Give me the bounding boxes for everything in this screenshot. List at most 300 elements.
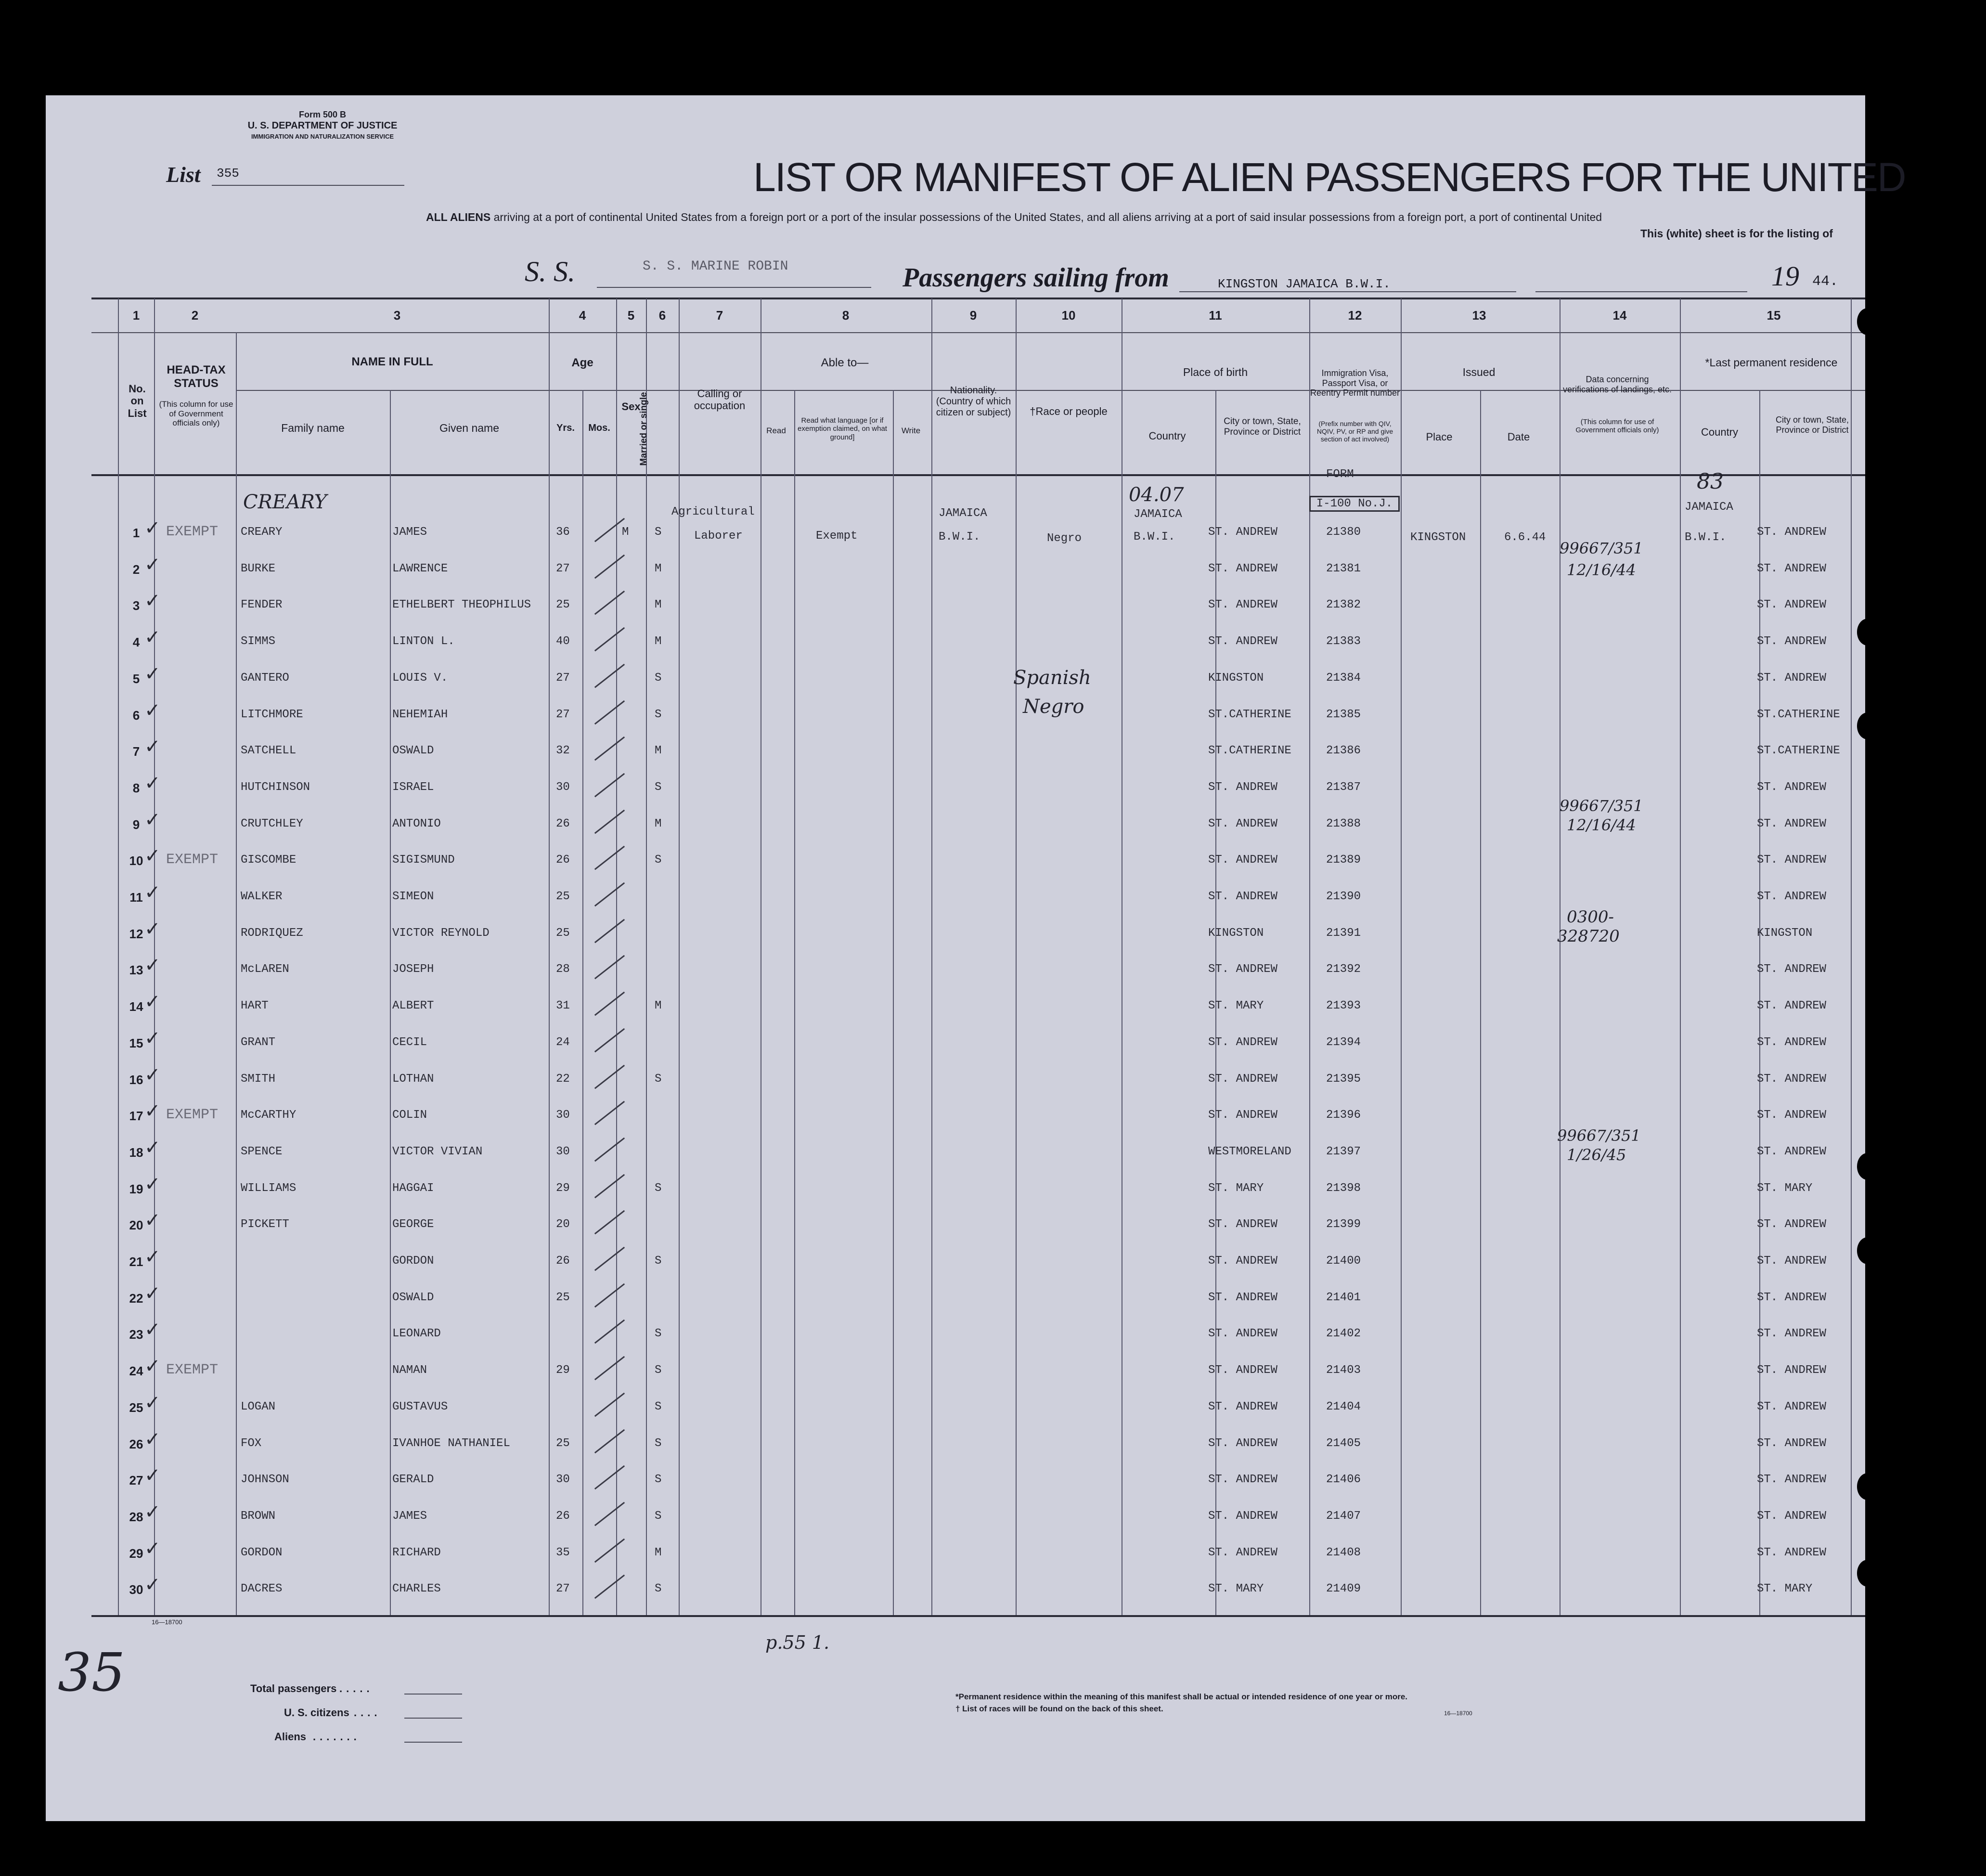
checkmark-icon: ✓: [144, 1391, 161, 1414]
passenger-given: ETHELBERT THEOPHILUS: [392, 598, 531, 612]
passenger-status: M: [655, 562, 662, 575]
nationality-line-1: JAMAICA: [939, 507, 987, 520]
passenger-family: McLAREN: [241, 963, 289, 976]
row-number: 2: [132, 562, 140, 577]
passenger-age: 25: [556, 598, 570, 612]
footnote-permanent-residence: *Permanent residence within the meaning of this manifest shall be actual or intended residence of one year or more.: [955, 1692, 1408, 1701]
passenger-res-city: ST. ANDREW: [1757, 854, 1827, 867]
table-top-line: [91, 298, 1865, 299]
aliens-label: Aliens: [274, 1731, 307, 1743]
checkmark-icon: ✓: [144, 553, 161, 576]
ship-underline: [597, 287, 871, 288]
column-number: 13: [1472, 308, 1486, 323]
footnote-races: † List of races will be found on the back of this sheet.: [955, 1704, 1163, 1713]
passenger-age: 26: [556, 1255, 570, 1268]
manifest-title: LIST OR MANIFEST OF ALIEN PASSENGERS FOR THE UNITED: [753, 155, 1906, 200]
column-divider: [1480, 390, 1481, 1615]
header-write: Write: [901, 426, 921, 435]
passenger-res-city: ST. ANDREW: [1757, 890, 1827, 903]
passenger-res-city: ST. ANDREW: [1757, 635, 1827, 648]
total-passengers-label: Total passengers: [250, 1682, 337, 1695]
race-value: Negro: [1047, 532, 1082, 545]
passenger-res-city: ST. ANDREW: [1757, 1109, 1827, 1122]
passenger-res-city: ST. MARY: [1757, 1181, 1813, 1195]
passenger-visa: 21386: [1326, 744, 1361, 758]
passenger-age: 26: [556, 854, 570, 867]
passenger-family: SMITH: [241, 1072, 276, 1086]
checkmark-icon: ✓: [144, 918, 161, 940]
passenger-given: OSWALD: [392, 744, 434, 758]
passenger-res-city: ST. ANDREW: [1757, 1509, 1827, 1523]
row-number: 8: [132, 780, 140, 795]
passenger-age: 24: [556, 1035, 570, 1049]
passenger-visa: 21404: [1326, 1400, 1361, 1413]
manifest-sheet: [46, 95, 1865, 1821]
passenger-res-city: ST. ANDREW: [1757, 1400, 1827, 1413]
column-number: 5: [627, 308, 635, 323]
passenger-given: VICTOR VIVIAN: [392, 1145, 483, 1158]
column-divider: [118, 298, 119, 1615]
passenger-res-city: ST. ANDREW: [1757, 817, 1827, 830]
total-passengers-line: [404, 1694, 462, 1695]
row-number: 17: [129, 1109, 143, 1124]
passenger-given: JAMES: [392, 1509, 427, 1523]
passenger-visa: 21401: [1326, 1291, 1361, 1304]
passenger-visa: 21385: [1326, 708, 1361, 721]
checkmark-icon: ✓: [144, 1574, 161, 1596]
passenger-status: M: [655, 999, 662, 1013]
birth-country-line-2: B.W.I.: [1134, 530, 1175, 543]
passenger-birth-city: ST. ANDREW: [1208, 963, 1278, 976]
passenger-given: SIMEON: [392, 890, 434, 903]
column-number: 1: [132, 308, 140, 323]
checkmark-icon: ✓: [144, 626, 161, 649]
checkmark-icon: ✓: [144, 1063, 161, 1086]
passenger-given: IVANHOE NATHANIEL: [392, 1436, 510, 1450]
row-number: 23: [129, 1327, 143, 1342]
passenger-family: JOHNSON: [241, 1473, 289, 1487]
header-read-language: Read what language [or if exemption claimed, on what ground]: [798, 416, 887, 441]
passenger-status: S: [655, 1181, 662, 1195]
passenger-given: LEONARD: [392, 1327, 441, 1341]
column-number-line: [91, 332, 1865, 333]
res-country-line-1: JAMAICA: [1685, 501, 1733, 514]
passenger-visa: 21381: [1326, 562, 1361, 575]
row-number: 20: [129, 1218, 143, 1233]
column-divider: [1016, 298, 1017, 1615]
passenger-given: GORDON: [392, 1255, 434, 1268]
footer-dots: .....: [339, 1682, 374, 1695]
passenger-res-city: ST.CATHERINE: [1757, 708, 1840, 721]
print-code-right: 16—18700: [1444, 1710, 1472, 1717]
checkmark-icon: ✓: [144, 1209, 161, 1232]
passenger-res-city: ST. ANDREW: [1757, 1327, 1827, 1341]
handwritten-verification-9b: 12/16/44: [1567, 816, 1636, 834]
passenger-status: S: [655, 1255, 662, 1268]
passenger-head-tax: EXEMPT: [166, 852, 219, 868]
sailing-label: Passengers sailing from: [903, 263, 1169, 293]
handwritten-verification-12b: 328720: [1557, 927, 1620, 946]
passenger-res-city: ST. ANDREW: [1757, 598, 1827, 612]
row-number: 5: [132, 671, 140, 686]
row-number: 16: [129, 1072, 143, 1087]
row-number: 13: [129, 963, 143, 978]
header-able-to: Able to—: [821, 356, 869, 369]
punch-hole: [1857, 619, 1878, 646]
list-underline: [212, 185, 404, 186]
passenger-birth-city: KINGSTON: [1208, 926, 1264, 940]
column-number: 14: [1612, 308, 1627, 323]
passenger-family: GANTERO: [241, 671, 289, 685]
passenger-status: S: [655, 671, 662, 685]
header-res-country: Country: [1701, 426, 1739, 438]
passenger-family: DACRES: [241, 1582, 283, 1596]
passenger-family: BURKE: [241, 562, 276, 575]
header-married-or-single: Married or single: [639, 392, 649, 466]
passenger-age: 27: [556, 1582, 570, 1596]
passenger-given: NEHEMIAH: [392, 708, 448, 721]
footer-dots: ....: [354, 1707, 381, 1719]
passenger-given: VICTOR REYNOLD: [392, 926, 490, 940]
header-yrs: Yrs.: [556, 423, 575, 433]
header-sex: Sex: [621, 401, 641, 413]
passenger-visa: 21407: [1326, 1509, 1361, 1523]
passenger-res-city: ST. ANDREW: [1757, 1436, 1827, 1450]
passenger-visa: 21389: [1326, 854, 1361, 867]
passenger-age: 36: [556, 526, 570, 539]
header-place-of-birth: Place of birth: [1183, 366, 1248, 378]
column-divider: [931, 298, 932, 1615]
passenger-res-city: ST. ANDREW: [1757, 963, 1827, 976]
header-given-name: Given name: [439, 422, 499, 434]
passenger-status: S: [655, 780, 662, 794]
service-name: IMMIGRATION AND NATURALIZATION SERVICE: [251, 133, 394, 140]
header-birth-city: City or town, State, Province or District: [1224, 416, 1301, 437]
punch-hole: [1857, 712, 1878, 739]
passenger-birth-city: ST. ANDREW: [1208, 562, 1278, 575]
passenger-status: S: [655, 526, 662, 539]
header-head-tax-note: (This column for use of Government officials only): [159, 400, 233, 428]
passenger-family: FOX: [241, 1436, 262, 1450]
date-underline: [1535, 291, 1747, 292]
passenger-birth-city: ST. ANDREW: [1208, 890, 1278, 903]
passenger-family: McCARTHY: [241, 1109, 297, 1122]
checkmark-icon: ✓: [144, 736, 161, 758]
passenger-visa: 21384: [1326, 671, 1361, 685]
passenger-birth-city: ST.CATHERINE: [1208, 708, 1291, 721]
row-number: 9: [132, 817, 140, 832]
form-label: FORM: [1326, 468, 1354, 481]
punch-hole: [1857, 1153, 1878, 1180]
us-citizens-label: U. S. citizens: [284, 1707, 349, 1719]
passenger-visa: 21392: [1326, 963, 1361, 976]
passenger-res-city: ST. MARY: [1757, 1582, 1813, 1596]
passenger-res-city: ST.CATHERINE: [1757, 744, 1840, 758]
header-issued-date: Date: [1507, 431, 1530, 443]
row-number: 26: [129, 1436, 143, 1451]
passenger-family: WILLIAMS: [241, 1181, 297, 1195]
row-number: 27: [129, 1473, 143, 1488]
header-bottom-line: [91, 474, 1865, 476]
handwritten-top-mark: 83: [1697, 469, 1724, 494]
header-read: Read: [766, 426, 786, 435]
checkmark-icon: ✓: [144, 1136, 161, 1159]
passenger-res-city: ST. ANDREW: [1757, 780, 1827, 794]
passenger-given: COLIN: [392, 1109, 427, 1122]
passenger-visa: 21402: [1326, 1327, 1361, 1341]
passenger-age: 32: [556, 744, 570, 758]
port-underline: [1179, 291, 1516, 292]
checkmark-icon: ✓: [144, 954, 161, 977]
passenger-birth-city: ST. ANDREW: [1208, 817, 1278, 830]
passenger-family: SPENCE: [241, 1145, 283, 1158]
column-divider: [1680, 298, 1681, 1615]
subtitle-text: arriving at a port of continental United States from a foreign port or a port of the insular possessions of the United States, and all aliens arriving at a port of said insular possessions from a foreign port, a port of continental United: [493, 211, 1602, 223]
passenger-res-city: ST. ANDREW: [1757, 671, 1827, 685]
header-mos: Mos.: [588, 423, 610, 433]
punch-hole: [1857, 1237, 1878, 1264]
row-number: 3: [132, 598, 140, 613]
passenger-birth-city: ST.CATHERINE: [1208, 744, 1291, 758]
passenger-visa: 21409: [1326, 1582, 1361, 1596]
passenger-age: 28: [556, 963, 570, 976]
handwritten-birth-mark: 04.07: [1129, 484, 1184, 506]
manifest-subtitle: [426, 211, 1860, 224]
punch-hole: [1857, 1560, 1878, 1587]
passenger-status: S: [655, 854, 662, 867]
passenger-visa: 21403: [1326, 1364, 1361, 1377]
checkmark-icon: ✓: [144, 699, 161, 722]
passenger-head-tax: EXEMPT: [166, 1107, 219, 1124]
passenger-age: 27: [556, 708, 570, 721]
row-number: 11: [129, 890, 143, 905]
passenger-birth-city: ST. MARY: [1208, 1582, 1264, 1596]
passenger-age: 29: [556, 1181, 570, 1195]
header-head-tax: HEAD-TAX STATUS: [167, 363, 226, 390]
header-visa: Immigration Visa, Passport Visa, or Reentry Permit number: [1310, 368, 1400, 398]
passenger-visa: 21387: [1326, 780, 1361, 794]
row-number: 30: [129, 1582, 143, 1597]
passenger-visa: 21390: [1326, 890, 1361, 903]
passenger-visa: 21408: [1326, 1546, 1361, 1559]
row-number: 29: [129, 1546, 143, 1561]
column-divider: [549, 298, 550, 1615]
passenger-given: CHARLES: [392, 1582, 441, 1596]
passenger-age: 25: [556, 926, 570, 940]
passenger-visa: 21380: [1326, 526, 1361, 539]
column-number: 4: [579, 308, 586, 323]
passenger-given: ISRAEL: [392, 780, 434, 794]
passenger-age: 25: [556, 1291, 570, 1304]
column-divider: [893, 390, 894, 1615]
column-divider: [582, 390, 583, 1615]
passenger-status: M: [655, 635, 662, 648]
column-number: 2: [191, 308, 199, 323]
row-number: 4: [132, 635, 140, 650]
form-number-value: I-100 No.J.: [1309, 496, 1400, 512]
passenger-age: 35: [556, 1546, 570, 1559]
passenger-given: GERALD: [392, 1473, 434, 1487]
passenger-given: NAMAN: [392, 1364, 427, 1377]
passenger-birth-city: ST. ANDREW: [1208, 1546, 1278, 1559]
header-last-residence: *Last permanent residence: [1705, 356, 1838, 369]
passenger-given: CECIL: [392, 1035, 427, 1049]
passenger-age: 30: [556, 1473, 570, 1487]
passenger-given: HAGGAI: [392, 1181, 434, 1195]
passenger-res-city: ST. ANDREW: [1757, 1473, 1827, 1487]
passenger-res-city: ST. ANDREW: [1757, 1218, 1827, 1231]
passenger-age: 26: [556, 1509, 570, 1523]
passenger-family: RODRIQUEZ: [241, 926, 303, 940]
passenger-given: RICHARD: [392, 1546, 441, 1559]
passenger-age: 40: [556, 635, 570, 648]
column-divider: [1401, 298, 1402, 1615]
row-number: 6: [132, 708, 140, 723]
passenger-status: M: [655, 744, 662, 758]
passenger-visa: 21405: [1326, 1436, 1361, 1450]
passenger-birth-city: ST. ANDREW: [1208, 1035, 1278, 1049]
passenger-head-tax: EXEMPT: [166, 1362, 219, 1379]
column-number: 7: [716, 308, 723, 323]
header-calling: Calling or occupation: [694, 388, 746, 412]
passenger-age: 29: [556, 1364, 570, 1377]
passenger-family: HUTCHINSON: [241, 780, 310, 794]
punch-hole: [1857, 1473, 1878, 1500]
checkmark-icon: ✓: [144, 808, 161, 831]
passenger-family: HART: [241, 999, 269, 1013]
passenger-family: GISCOMBE: [241, 854, 297, 867]
passenger-age: 27: [556, 562, 570, 575]
row-number: 12: [129, 926, 143, 941]
row-number: 21: [129, 1255, 143, 1269]
checkmark-icon: ✓: [144, 1319, 161, 1341]
passenger-age: 31: [556, 999, 570, 1013]
passenger-given: ALBERT: [392, 999, 434, 1013]
passenger-visa: 21398: [1326, 1181, 1361, 1195]
passenger-status: S: [655, 1436, 662, 1450]
passenger-status: S: [655, 1364, 662, 1377]
passenger-family: BROWN: [241, 1509, 276, 1523]
passenger-family: CRUTCHLEY: [241, 817, 303, 830]
form-number: Form 500 B: [298, 110, 347, 119]
occupation-line-1: Agricultural: [671, 505, 755, 518]
column-number: 8: [842, 308, 850, 323]
checkmark-icon: ✓: [144, 1173, 161, 1195]
column-divider: [646, 298, 647, 1615]
column-divider: [390, 390, 391, 1615]
column-divider: [616, 298, 617, 1615]
ss-label: S. S.: [525, 256, 575, 287]
passenger-family: LOGAN: [241, 1400, 276, 1413]
passenger-birth-city: ST. ANDREW: [1208, 1291, 1278, 1304]
passenger-visa: 21388: [1326, 817, 1361, 830]
row-number: 1: [132, 526, 140, 540]
passenger-age: 30: [556, 1109, 570, 1122]
passenger-age: 27: [556, 671, 570, 685]
nationality-line-2: B.W.I.: [939, 530, 980, 543]
passenger-birth-city: ST. ANDREW: [1208, 1400, 1278, 1413]
passenger-status: S: [655, 1400, 662, 1413]
checkmark-icon: ✓: [144, 1027, 161, 1049]
passenger-given: LOTHAN: [392, 1072, 434, 1086]
passenger-birth-city: ST. ANDREW: [1208, 635, 1278, 648]
row-number: 22: [129, 1291, 143, 1306]
passenger-family: SIMMS: [241, 635, 276, 648]
passenger-res-city: ST. ANDREW: [1757, 1255, 1827, 1268]
checkmark-icon: ✓: [144, 1246, 161, 1268]
header-issued: Issued: [1462, 366, 1496, 378]
checkmark-icon: ✓: [144, 1537, 161, 1560]
row-number: 15: [129, 1035, 143, 1050]
column-number: 15: [1767, 308, 1781, 323]
passenger-age: 26: [556, 817, 570, 830]
column-divider: [794, 390, 795, 1615]
passenger-res-city: ST. ANDREW: [1757, 1072, 1827, 1086]
subtitle-bold: ALL ALIENS: [426, 211, 491, 223]
res-country-line-2: B.W.I.: [1685, 531, 1727, 544]
passenger-head-tax: EXEMPT: [166, 524, 219, 540]
handwritten-spanish: Spanish: [1013, 667, 1091, 689]
checkmark-icon: ✓: [144, 772, 161, 794]
column-number: 10: [1061, 308, 1076, 323]
passenger-res-city: ST. ANDREW: [1757, 999, 1827, 1013]
checkmark-icon: ✓: [144, 662, 161, 685]
passenger-birth-city: ST. MARY: [1208, 999, 1264, 1013]
us-citizens-line: [404, 1718, 462, 1719]
header-visa-note: (Prefix number with QIV, NQIV, PV, or RP and give section of act involved): [1316, 420, 1393, 443]
row-number: 19: [129, 1181, 143, 1196]
passenger-status: S: [655, 1327, 662, 1341]
checkmark-icon: ✓: [144, 1501, 161, 1523]
passenger-age: 20: [556, 1218, 570, 1231]
passenger-birth-city: ST. ANDREW: [1208, 1109, 1278, 1122]
read-language-value: Exempt: [816, 530, 858, 543]
header-family-name: Family name: [281, 422, 345, 434]
passenger-family: FENDER: [241, 598, 283, 612]
checkmark-icon: ✓: [144, 991, 161, 1013]
header-no-on-list: No. on List: [128, 383, 147, 419]
passenger-birth-city: ST. ANDREW: [1208, 1218, 1278, 1231]
header-data-concerning: Data concerning verifications of landings, etc.: [1562, 375, 1672, 394]
header-issued-place: Place: [1426, 431, 1453, 443]
row-number: 10: [129, 854, 143, 868]
passenger-status: S: [655, 1582, 662, 1596]
passenger-birth-city: ST. ANDREW: [1208, 1509, 1278, 1523]
passenger-status: S: [655, 1072, 662, 1086]
handwritten-margin-number: 35: [58, 1642, 125, 1703]
passenger-age: 25: [556, 890, 570, 903]
header-data-note: (This column for use of Government officials only): [1575, 418, 1659, 435]
checkmark-icon: ✓: [144, 590, 161, 612]
passenger-given: JAMES: [392, 526, 427, 539]
print-code-left: 16—18700: [152, 1618, 182, 1626]
passenger-given: GEORGE: [392, 1218, 434, 1231]
row-number: 24: [129, 1364, 143, 1379]
passenger-res-city: ST. ANDREW: [1757, 1546, 1827, 1559]
checkmark-icon: ✓: [144, 845, 161, 867]
passenger-birth-city: ST. ANDREW: [1208, 854, 1278, 867]
passenger-res-city: ST. ANDREW: [1757, 526, 1827, 539]
checkmark-icon: ✓: [144, 1355, 161, 1378]
handwritten-creary: CREARY: [243, 491, 327, 513]
handwritten-verification-18b: 1/26/45: [1567, 1146, 1626, 1164]
header-race: †Race or people: [1030, 405, 1108, 417]
header-res-city: City or town, State, Province or District: [1775, 415, 1849, 435]
row-number: 28: [129, 1509, 143, 1524]
passenger-birth-city: ST. ANDREW: [1208, 1327, 1278, 1341]
row-number: 14: [129, 999, 143, 1014]
passenger-given: SIGISMUND: [392, 854, 455, 867]
